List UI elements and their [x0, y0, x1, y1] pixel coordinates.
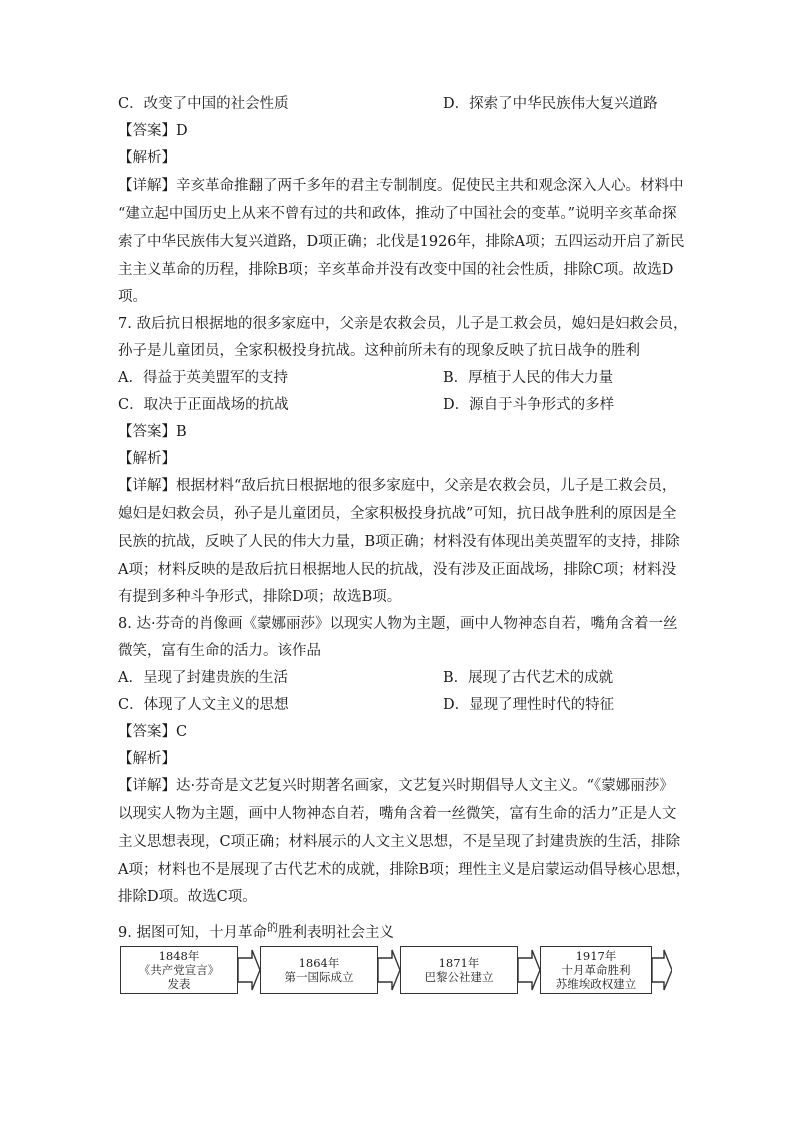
timeline-1917-year: 1917年	[575, 949, 617, 963]
q8-detail-line-4: A项；材料也不是展现了古代艺术的成就，排除B项；理性主义是启蒙运动倡导核心思想，	[118, 862, 691, 878]
q8-detail-line-1: 【详解】达·芬奇是文艺复兴时期著名画家，文艺复兴时期倡导人文主义。“《蒙娜丽莎》	[118, 778, 674, 794]
q6-detail-line-2: “建立起中国历史上从来不曾有过的共和政体，推动了中国社会的变革。”说明辛亥革命探	[118, 206, 677, 222]
timeline-1848-event: 《共产党宣言》	[138, 963, 220, 977]
q7-detail-line-4: A项；材料反映的是敌后抗日根据地人民的抗战，没有涉及正面战场，排除C项；材料没	[118, 562, 677, 578]
q8-option-a: A．呈现了封建贵族的生活	[118, 670, 288, 686]
timeline-box-1917	[540, 946, 652, 994]
timeline-1864-year: 1864年	[298, 956, 340, 970]
q7-detail-line-2: 媳妇是妇救会员，孙子是儿童团员，全家积极投身抗战”可知，抗日战争胜利的原因是全	[118, 506, 677, 522]
timeline-1848-detail: 发表	[167, 977, 191, 991]
q7-detail-line-1: 【详解】根据材料“敌后抗日根据地的很多家庭中，父亲是农救会员，儿子是工救会员，	[118, 478, 677, 494]
q6-analysis-label: 【解析】	[118, 150, 176, 166]
timeline-1917-event: 十月革命胜利	[561, 963, 631, 977]
q6-option-d: D．探索了中华民族伟大复兴道路	[443, 96, 658, 112]
timeline-arrow-4	[652, 946, 672, 994]
q6-detail-line-4: 主主义革命的历程，排除B项；辛亥革命并没有改变中国的社会性质，排除C项。故选D	[118, 262, 674, 278]
q9-stem-part-2: 胜利表明社会主义	[277, 924, 394, 941]
timeline-1864-event: 第一国际成立	[284, 970, 354, 984]
q6-answer: 【答案】D	[118, 123, 188, 139]
timeline-arrow-1	[238, 946, 260, 994]
q8-stem-line-1: 8. 达·芬奇的肖像画《蒙娜丽莎》以现实人物为主题，画中人物神态自若，嘴角含着一丝	[118, 616, 678, 632]
q9-stem-part-1: 9. 据图可知，十月革命	[118, 924, 267, 941]
q8-detail-line-3: 主义思想表现，C项正确；材料展示的人文主义思想，不是呈现了封建贵族的生活，排除	[118, 834, 681, 850]
q6-detail-line-1: 【详解】辛亥革命推翻了两千多年的君主专制制度。促使民主共和观念深入人心。材料中	[118, 178, 684, 194]
timeline-1917-detail: 苏维埃政权建立	[555, 977, 637, 991]
q8-stem-line-2: 微笑，富有生命的活力。该作品	[118, 643, 321, 659]
q7-analysis-label: 【解析】	[118, 451, 176, 467]
q7-stem-line-1: 7. 敌后抗日根据地的很多家庭中，父亲是农救会员，儿子是工救会员，媳妇是妇救会员，	[118, 316, 688, 332]
timeline-arrow-3	[518, 946, 540, 994]
q8-detail-line-5: 排除D项。故选C项。	[118, 889, 257, 905]
q7-option-a: A．得益于英美盟军的支持	[118, 370, 288, 386]
q8-analysis-label: 【解析】	[118, 751, 176, 767]
q8-answer: 【答案】C	[118, 724, 188, 740]
q7-stem-line-2: 孙子是儿童团员，全家积极投身抗战。这种前所未有的现象反映了抗日战争的胜利	[118, 343, 640, 359]
q7-answer: 【答案】B	[118, 424, 187, 440]
q6-detail-line-5: 项。	[118, 289, 147, 305]
q6-detail-line-3: 索了中华民族伟大复兴道路，D项正确；北伐是1926年，排除A项；五四运动开启了新民	[118, 234, 685, 250]
timeline-box-1871	[400, 946, 518, 994]
q7-detail-line-5: 有提到多种斗争形式，排除D项；故选B项。	[118, 589, 402, 605]
q7-detail-line-3: 民族的抗战，反映了人民的伟大力量，B项正确；材料没有体现出美英盟军的支持，排除	[118, 534, 680, 550]
q9-stem-superscript: 的	[266, 921, 278, 934]
q7-option-d: D．源自于斗争形式的多样	[443, 397, 615, 413]
timeline-flowchart	[120, 946, 672, 998]
q9-stem	[118, 918, 394, 943]
timeline-1871-event: 巴黎公社建立	[424, 970, 494, 984]
q7-option-b: B．厚植于人民的伟大力量	[443, 370, 614, 386]
timeline-arrow-2	[378, 946, 400, 994]
timeline-1848-year: 1848年	[158, 949, 200, 963]
q6-option-c: C．改变了中国的社会性质	[118, 96, 289, 112]
q8-option-b: B．展现了古代艺术的成就	[443, 670, 614, 686]
timeline-1871-year: 1871年	[438, 956, 480, 970]
q8-option-c: C．体现了人文主义的思想	[118, 697, 289, 713]
q8-option-d: D．显现了理性时代的特征	[443, 697, 615, 713]
timeline-box-1848	[120, 946, 238, 994]
q7-option-c: C．取决于正面战场的抗战	[118, 397, 289, 413]
q8-detail-line-2: 以现实人物为主题，画中人物神态自若，嘴角含着一丝微笑，富有生命的活力”正是人文	[118, 806, 677, 822]
timeline-box-1864	[260, 946, 378, 994]
